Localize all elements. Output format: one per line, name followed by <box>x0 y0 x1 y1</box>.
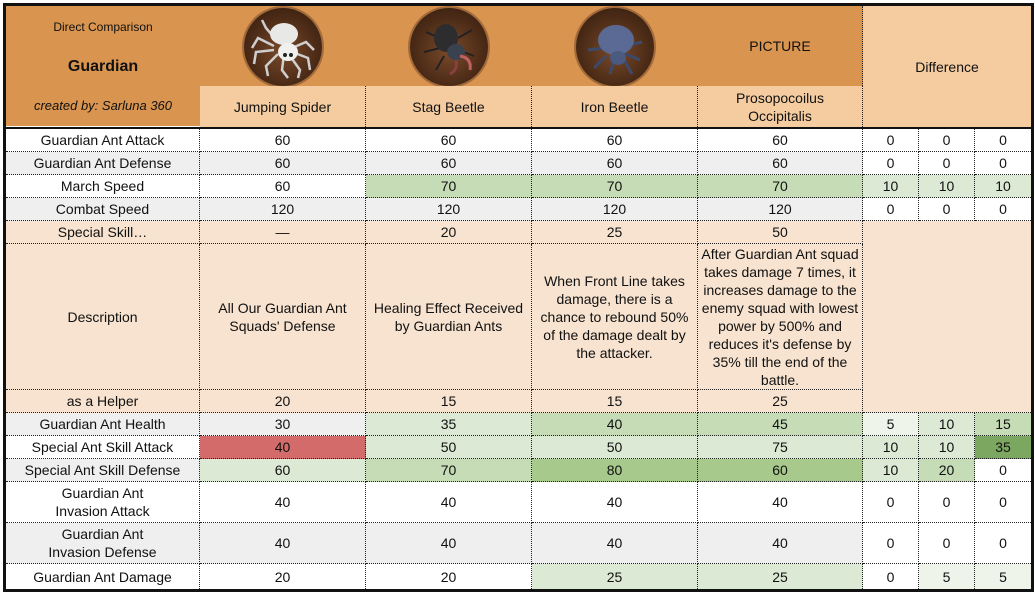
header-subtitle: Direct Comparison <box>6 6 200 48</box>
table-cell: 60 <box>698 152 863 175</box>
difference-header: Difference <box>863 6 1031 127</box>
diff-cell: 0 <box>975 198 1031 221</box>
diff-cell: 0 <box>863 523 919 564</box>
diff-cell: 5 <box>975 564 1031 589</box>
page-title: Guardian <box>6 48 200 86</box>
creature-name-4: Prosopocoilus Occipitalis <box>698 86 863 127</box>
diff-cell: 20 <box>919 459 975 482</box>
creature-name-3: Iron Beetle <box>532 86 698 127</box>
row-label: Special Skill… <box>6 221 200 244</box>
table-cell: 70 <box>532 175 698 198</box>
credit-text: created by: Sarluna 360 <box>6 86 200 126</box>
table-cell: 20 <box>366 221 532 244</box>
diff-cell: 0 <box>863 198 919 221</box>
description-cell: After Guardian Ant squad takes damage 7 times, it increases damage to the enemy squad with lowest power by 500% and reduces it's defense by 35% till the end of the battle. <box>698 244 863 390</box>
description-cell: When Front Line takes damage, there is a chance to rebound 50% of the damage dealt by the attacker. <box>532 244 698 390</box>
row-label: March Speed <box>6 175 200 198</box>
table-cell: 40 <box>200 436 366 459</box>
row-label: Combat Speed <box>6 198 200 221</box>
diff-cell: 0 <box>919 129 975 152</box>
diff-cell: 10 <box>863 175 919 198</box>
diff-blank <box>863 221 1031 413</box>
table-cell: 25 <box>532 221 698 244</box>
table-cell: 40 <box>698 482 863 523</box>
table-cell: 20 <box>366 564 532 589</box>
table-cell: 60 <box>200 175 366 198</box>
description-cell: All Our Guardian Ant Squads' Defense <box>200 244 366 390</box>
row-label: Guardian Ant Invasion Defense <box>6 523 200 564</box>
table-cell: 20 <box>200 390 366 413</box>
diff-cell: 0 <box>863 152 919 175</box>
table-cell: 40 <box>366 523 532 564</box>
table-cell: 70 <box>366 459 532 482</box>
row-label: Guardian Ant Defense <box>6 152 200 175</box>
diff-cell: 0 <box>975 482 1031 523</box>
diff-cell: 10 <box>863 459 919 482</box>
creature-name-1: Jumping Spider <box>200 86 366 127</box>
table-cell: 40 <box>200 523 366 564</box>
table-cell: 60 <box>366 152 532 175</box>
table-cell: 60 <box>532 129 698 152</box>
table-cell: 40 <box>698 523 863 564</box>
description-cell: Healing Effect Received by Guardian Ants <box>366 244 532 390</box>
iron-beetle-portrait-icon <box>576 8 654 86</box>
table-cell: 50 <box>366 436 532 459</box>
diff-cell: 10 <box>975 175 1031 198</box>
table-cell: 40 <box>200 482 366 523</box>
table-cell: 120 <box>698 198 863 221</box>
stag-beetle-portrait-icon <box>410 8 488 86</box>
table-cell: 70 <box>366 175 532 198</box>
row-label: Special Ant Skill Defense <box>6 459 200 482</box>
table-cell: 15 <box>366 390 532 413</box>
comparison-table <box>3 3 1034 592</box>
diff-cell: 0 <box>975 129 1031 152</box>
table-cell: 60 <box>200 129 366 152</box>
table-cell: 50 <box>698 221 863 244</box>
diff-cell: 0 <box>975 523 1031 564</box>
table-cell: 25 <box>698 564 863 589</box>
diff-cell: 0 <box>863 482 919 523</box>
diff-cell: 10 <box>919 175 975 198</box>
table-cell: 40 <box>532 482 698 523</box>
row-label: Guardian Ant Health <box>6 413 200 436</box>
diff-cell: 0 <box>975 152 1031 175</box>
creature-name-2: Stag Beetle <box>366 86 532 127</box>
row-label: Guardian Ant Invasion Attack <box>6 482 200 523</box>
diff-cell: 5 <box>863 413 919 436</box>
jumping-spider-portrait-icon <box>244 8 322 86</box>
row-label: as a Helper <box>6 390 200 413</box>
table-cell: 60 <box>200 459 366 482</box>
diff-cell: 0 <box>919 198 975 221</box>
table-cell: 75 <box>698 436 863 459</box>
picture-placeholder: PICTURE <box>698 6 863 86</box>
table-cell: 40 <box>532 523 698 564</box>
row-label: Description <box>6 244 200 390</box>
diff-cell: 10 <box>919 413 975 436</box>
diff-cell: 0 <box>919 152 975 175</box>
diff-cell: 0 <box>863 564 919 589</box>
row-label: Guardian Ant Attack <box>6 129 200 152</box>
diff-cell: 0 <box>863 129 919 152</box>
table-cell: 20 <box>200 564 366 589</box>
diff-cell: 0 <box>919 482 975 523</box>
diff-cell: 10 <box>919 436 975 459</box>
table-cell: 60 <box>698 459 863 482</box>
row-label: Special Ant Skill Attack <box>6 436 200 459</box>
table-cell: 50 <box>532 436 698 459</box>
table-cell: 60 <box>200 152 366 175</box>
diff-cell: 5 <box>919 564 975 589</box>
diff-cell: 35 <box>975 436 1031 459</box>
diff-cell: 15 <box>975 413 1031 436</box>
row-label: Guardian Ant Damage <box>6 564 200 589</box>
table-cell: 40 <box>532 413 698 436</box>
table-cell: 45 <box>698 413 863 436</box>
table-cell: 120 <box>532 198 698 221</box>
table-cell: 25 <box>698 390 863 413</box>
table-cell: 40 <box>366 482 532 523</box>
diff-cell: 0 <box>975 459 1031 482</box>
table-cell: 60 <box>532 152 698 175</box>
table-cell: 60 <box>698 129 863 152</box>
table-cell: 70 <box>698 175 863 198</box>
table-cell: 80 <box>532 459 698 482</box>
table-cell: 30 <box>200 413 366 436</box>
table-cell: 60 <box>366 129 532 152</box>
table-cell: 15 <box>532 390 698 413</box>
table-cell: 120 <box>200 198 366 221</box>
diff-cell: 10 <box>863 436 919 459</box>
table-cell: 120 <box>366 198 532 221</box>
diff-cell: 0 <box>919 523 975 564</box>
table-cell: 35 <box>366 413 532 436</box>
table-cell: — <box>200 221 366 244</box>
table-cell: 25 <box>532 564 698 589</box>
